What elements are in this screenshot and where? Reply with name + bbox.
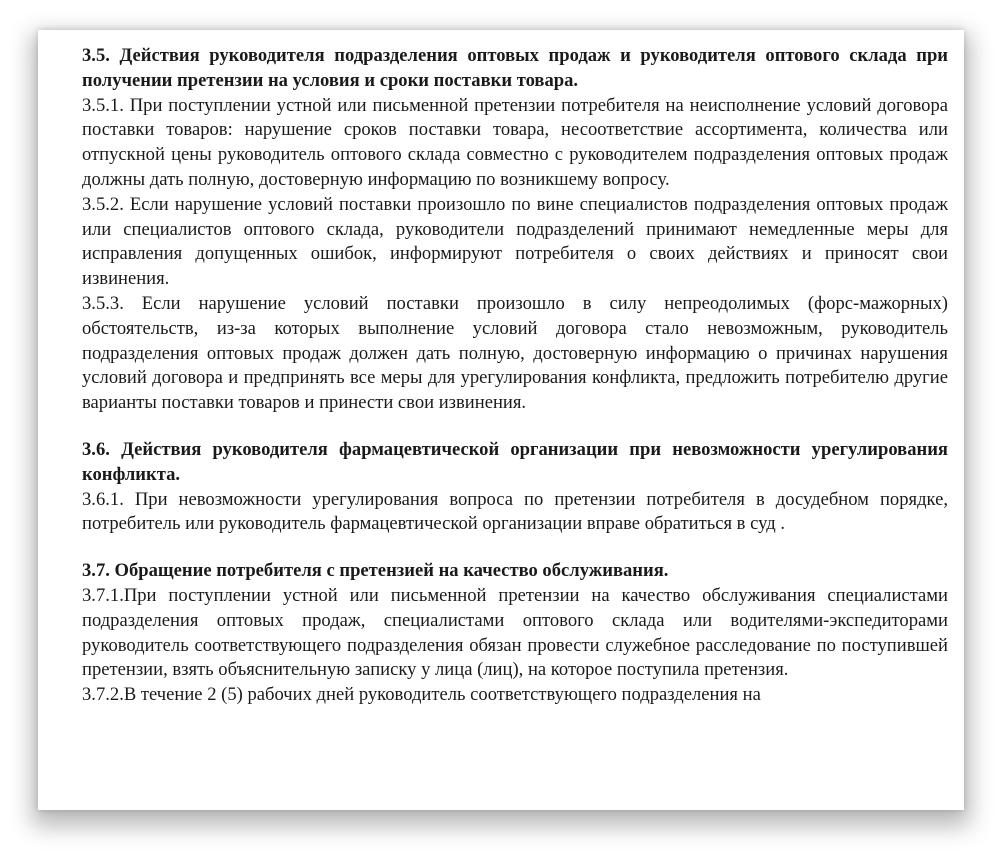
paragraph-3-5-3: 3.5.3. Если нарушение условий поставки произошло в силу непреодолимых (форс-мажорных) обстоятельств, из-за которых выполнение условий договора стало невозможным, руководитель подразделения оптовых продаж должен дать полную, достоверную информацию о причинах нарушения условий договора и предпринять все меры для урегулирования конфликта, предложить потребителю другие варианты поставки товаров и принести свои извинения. [82, 292, 948, 414]
section-heading-3-5: 3.5. Действия руководителя подразделения оптовых продаж и руководителя оптового склада при получении претензии на условия и сроки поставки товара. [82, 45, 948, 91]
document-page [38, 30, 964, 810]
paragraph-3-6-1: 3.6.1. При невозможности урегулирования вопроса по претензии потребителя в досудебном порядке, потребитель или руководитель фармацевтической организации вправе обратиться в суд . [82, 488, 948, 535]
document-content [82, 44, 948, 708]
section-spacer [82, 416, 948, 438]
section-heading-3-6: 3.6. Действия руководителя фармацевтической организации при невозможности урегулирования конфликта. [82, 438, 948, 485]
paragraph-3-5-2: 3.5.2. Если нарушение условий поставки произошло по вине специалистов подразделения оптовых продаж или специалистов оптового склада, руководители подразделений принимают немедленные меры для исправления допущенных ошибок, информируют потребителя о своих действиях и приносят свои извинения. [82, 193, 948, 290]
section-spacer [82, 537, 948, 559]
paragraph-3-5-1: 3.5.1. При поступлении устной или письменной претензии потребителя на неисполнение условий договора поставки товаров: нарушение сроков поставки товара, несоответствие ассортимента, количества или отпускной цены руководитель оптового склада совместно с руководителем подразделения оптовых продаж должны дать полную, достоверную информацию по возникшему вопросу. [82, 94, 948, 190]
paragraph-3-7-1: 3.7.1.При поступлении устной или письменной претензии на качество обслуживания специалистами подразделения оптовых продаж, специалистами оптового склада или водителями-экспедиторами руководитель соответствующего подразделения обязан провести служебное расследование по поступившей претензии, взять объяснительную записку у лица (лиц), на которое поступила претензия. [82, 584, 948, 681]
section-heading-3-7: 3.7. Обращение потребителя с претензией на качество обслуживания. [82, 560, 669, 582]
paragraph-3-7-2: 3.7.2.В течение 2 (5) рабочих дней руководитель соответствующего подразделения на [82, 684, 761, 706]
